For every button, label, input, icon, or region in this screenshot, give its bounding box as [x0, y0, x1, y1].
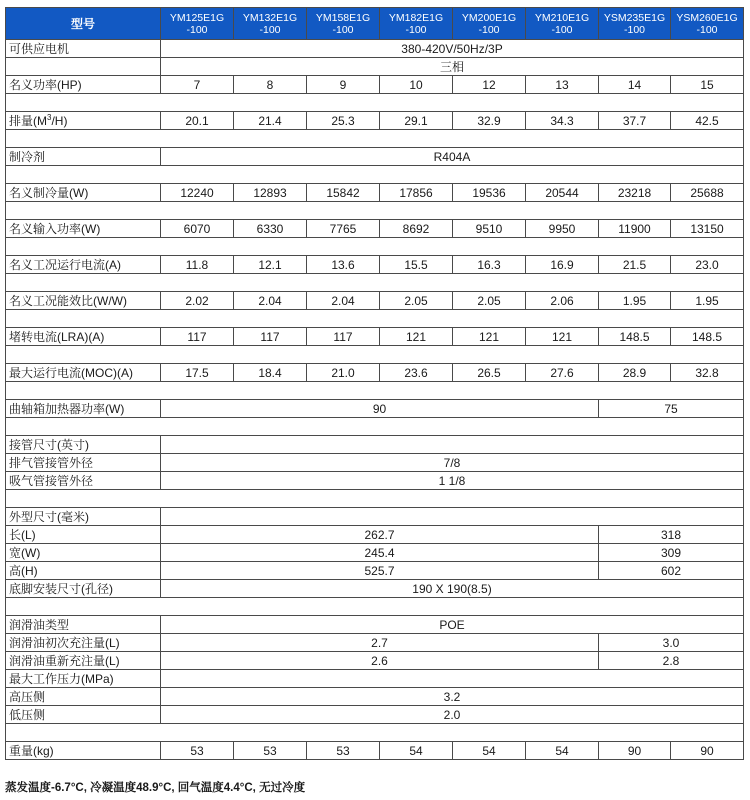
spacer-row [6, 346, 744, 364]
value-cell: 21.5 [599, 256, 671, 274]
row-label: 排气管接管外径 [6, 454, 161, 472]
row-label [6, 58, 161, 76]
value-cell: 19536 [453, 184, 526, 202]
value-cell: 21.4 [234, 112, 307, 130]
row-label: 名义制冷量(W) [6, 184, 161, 202]
row-label: 润滑油初次充注量(L) [6, 634, 161, 652]
value-cell: 75 [599, 400, 744, 418]
value-cell: 27.6 [526, 364, 599, 382]
value-cell: 16.9 [526, 256, 599, 274]
value-cell: 17856 [380, 184, 453, 202]
model-name-line: YSM235E1G [603, 11, 666, 24]
value-cell: 602 [599, 562, 744, 580]
value-cell: 20.1 [161, 112, 234, 130]
spec-row [6, 40, 744, 58]
spacer-cell [6, 490, 744, 508]
value-cell: 6330 [234, 220, 307, 238]
header-label: 型号 [6, 8, 161, 40]
value-cell: 12893 [234, 184, 307, 202]
value-cell: 190 X 190(8.5) [161, 580, 744, 598]
model-name-line: -100 [186, 23, 208, 36]
value-cell: 28.9 [599, 364, 671, 382]
row-label: 高压侧 [6, 688, 161, 706]
value-cell: 11900 [599, 220, 671, 238]
value-cell: 9510 [453, 220, 526, 238]
spec-row [6, 706, 744, 724]
value-cell: 8 [234, 76, 307, 94]
spec-row [6, 472, 744, 490]
spec-row [6, 256, 744, 274]
value-cell: 9950 [526, 220, 599, 238]
header-row [6, 8, 744, 40]
spacer-row [6, 382, 744, 400]
row-label: 名义输入功率(W) [6, 220, 161, 238]
model-name-line: -100 [478, 23, 500, 36]
value-cell: 53 [234, 742, 307, 760]
spec-table [5, 7, 744, 760]
value-cell: 53 [307, 742, 380, 760]
value-cell: 7765 [307, 220, 380, 238]
value-cell: 2.8 [599, 652, 744, 670]
value-cell: 1.95 [599, 292, 671, 310]
value-cell: 2.6 [161, 652, 599, 670]
spec-row [6, 616, 744, 634]
spacer-cell [6, 274, 744, 292]
row-label-superscript: 3 [47, 113, 52, 122]
value-cell: 309 [599, 544, 744, 562]
model-header-1 [161, 8, 234, 40]
value-cell: 54 [380, 742, 453, 760]
spec-row [6, 328, 744, 346]
spec-row [6, 526, 744, 544]
value-cell: 3.0 [599, 634, 744, 652]
spacer-cell [6, 598, 744, 616]
model-header-3 [307, 8, 380, 40]
value-cell: 12 [453, 76, 526, 94]
spec-row [6, 688, 744, 706]
footnote: 蒸发温度-6.7°C, 冷凝温度48.9°C, 回气温度4.4°C, 无过冷度 [5, 782, 306, 794]
value-cell: 26.5 [453, 364, 526, 382]
value-cell: 2.06 [526, 292, 599, 310]
spec-row [6, 436, 744, 454]
row-label [6, 112, 161, 130]
spec-row [6, 562, 744, 580]
value-cell: 148.5 [671, 328, 744, 346]
model-name-line: YM182E1G [388, 11, 444, 24]
row-label: 名义工况能效比(W/W) [6, 292, 161, 310]
model-header-5 [453, 8, 526, 40]
spec-row [6, 292, 744, 310]
spacer-row [6, 310, 744, 328]
spacer-row [6, 490, 744, 508]
value-cell: 148.5 [599, 328, 671, 346]
row-label: 制冷剂 [6, 148, 161, 166]
spec-row [6, 544, 744, 562]
spacer-row [6, 202, 744, 220]
value-cell: 380-420V/50Hz/3P [161, 40, 744, 58]
value-cell: 245.4 [161, 544, 599, 562]
row-label: 高(H) [6, 562, 161, 580]
value-cell: 1.95 [671, 292, 744, 310]
value-cell: 9 [307, 76, 380, 94]
value-cell: 2.05 [453, 292, 526, 310]
row-label: 重量(kg) [6, 742, 161, 760]
value-cell: 20544 [526, 184, 599, 202]
row-label: 润滑油重新充注量(L) [6, 652, 161, 670]
row-label: 吸气管接管外径 [6, 472, 161, 490]
value-cell: 25.3 [307, 112, 380, 130]
spacer-row [6, 238, 744, 256]
row-label: 最大工作压力(MPa) [6, 670, 161, 688]
value-cell: 7 [161, 76, 234, 94]
row-label: 名义功率(HP) [6, 76, 161, 94]
model-header-7 [599, 8, 671, 40]
spec-row [6, 112, 744, 130]
value-cell: 262.7 [161, 526, 599, 544]
value-cell: 16.3 [453, 256, 526, 274]
value-cell: 11.8 [161, 256, 234, 274]
spacer-cell [6, 418, 744, 436]
value-cell: 2.02 [161, 292, 234, 310]
value-cell [161, 436, 744, 454]
spacer-row [6, 130, 744, 148]
model-name-line: -100 [259, 23, 281, 36]
value-cell: 32.8 [671, 364, 744, 382]
model-header-4 [380, 8, 453, 40]
row-label: 宽(W) [6, 544, 161, 562]
value-cell: 15 [671, 76, 744, 94]
value-cell: 13150 [671, 220, 744, 238]
value-cell: 三相 [161, 58, 744, 76]
model-name-line: -100 [405, 23, 427, 36]
value-cell: 90 [599, 742, 671, 760]
value-cell: 18.4 [234, 364, 307, 382]
value-cell: 117 [161, 328, 234, 346]
value-cell: 53 [161, 742, 234, 760]
spec-row [6, 220, 744, 238]
value-cell: 25688 [671, 184, 744, 202]
value-cell: 2.04 [234, 292, 307, 310]
spacer-cell [6, 94, 744, 112]
spec-row [6, 580, 744, 598]
model-name-line: -100 [696, 23, 718, 36]
value-cell: 10 [380, 76, 453, 94]
value-cell: 2.0 [161, 706, 744, 724]
value-cell: 3.2 [161, 688, 744, 706]
row-label: 低压侧 [6, 706, 161, 724]
value-cell [161, 670, 744, 688]
value-cell: 525.7 [161, 562, 599, 580]
value-cell: 15.5 [380, 256, 453, 274]
value-cell: 90 [671, 742, 744, 760]
value-cell: 42.5 [671, 112, 744, 130]
row-label: 堵转电流(LRA)(A) [6, 328, 161, 346]
row-label-text: 排量(M [9, 114, 47, 128]
spec-row [6, 76, 744, 94]
value-cell: 23.6 [380, 364, 453, 382]
value-cell [161, 508, 744, 526]
spacer-cell [6, 310, 744, 328]
spacer-row [6, 598, 744, 616]
value-cell: 54 [526, 742, 599, 760]
spec-row [6, 364, 744, 382]
model-header-8 [671, 8, 744, 40]
value-cell: R404A [161, 148, 744, 166]
value-cell: 37.7 [599, 112, 671, 130]
model-name-line: YM210E1G [534, 11, 590, 24]
spec-row [6, 184, 744, 202]
table-body [6, 40, 744, 760]
spec-row [6, 670, 744, 688]
model-name-line: -100 [623, 23, 645, 36]
spacer-row [6, 94, 744, 112]
spacer-row [6, 274, 744, 292]
model-name-line: -100 [332, 23, 354, 36]
value-cell: 13 [526, 76, 599, 94]
value-cell: 14 [599, 76, 671, 94]
value-cell: 23.0 [671, 256, 744, 274]
spec-row [6, 148, 744, 166]
spacer-cell [6, 202, 744, 220]
value-cell: 12240 [161, 184, 234, 202]
model-name-line: YM158E1G [315, 11, 371, 24]
value-cell: 54 [453, 742, 526, 760]
row-label: 曲轴箱加热器功率(W) [6, 400, 161, 418]
spec-row [6, 454, 744, 472]
value-cell: 2.04 [307, 292, 380, 310]
value-cell: 32.9 [453, 112, 526, 130]
value-cell: 117 [234, 328, 307, 346]
row-label: 名义工况运行电流(A) [6, 256, 161, 274]
model-name-line: YM200E1G [461, 11, 517, 24]
row-label-tail: /H) [51, 114, 68, 128]
value-cell: 121 [380, 328, 453, 346]
spacer-row [6, 166, 744, 184]
row-label: 长(L) [6, 526, 161, 544]
spec-row [6, 634, 744, 652]
value-cell: 12.1 [234, 256, 307, 274]
value-cell: 90 [161, 400, 599, 418]
spacer-cell [6, 166, 744, 184]
model-header-2 [234, 8, 307, 40]
row-label: 最大运行电流(MOC)(A) [6, 364, 161, 382]
spacer-cell [6, 130, 744, 148]
value-cell: 318 [599, 526, 744, 544]
model-name-line: YSM260E1G [676, 11, 738, 24]
value-cell: POE [161, 616, 744, 634]
value-cell: 7/8 [161, 454, 744, 472]
row-label: 外型尺寸(毫米) [6, 508, 161, 526]
value-cell: 1 1/8 [161, 472, 744, 490]
spec-row [6, 400, 744, 418]
spacer-cell [6, 346, 744, 364]
spacer-row [6, 418, 744, 436]
value-cell: 8692 [380, 220, 453, 238]
row-label: 润滑油类型 [6, 616, 161, 634]
value-cell: 34.3 [526, 112, 599, 130]
row-label: 接管尺寸(英寸) [6, 436, 161, 454]
spec-row [6, 58, 744, 76]
value-cell: 23218 [599, 184, 671, 202]
value-cell: 121 [453, 328, 526, 346]
value-cell: 6070 [161, 220, 234, 238]
row-label: 底脚安装尺寸(孔径) [6, 580, 161, 598]
spacer-row [6, 724, 744, 742]
spacer-cell [6, 238, 744, 256]
model-name-line: -100 [551, 23, 573, 36]
value-cell: 117 [307, 328, 380, 346]
spec-row [6, 742, 744, 760]
spec-row [6, 652, 744, 670]
model-name-line: YM132E1G [242, 11, 298, 24]
spec-row [6, 508, 744, 526]
value-cell: 121 [526, 328, 599, 346]
value-cell: 13.6 [307, 256, 380, 274]
value-cell: 2.7 [161, 634, 599, 652]
model-name-line: YM125E1G [169, 11, 225, 24]
value-cell: 21.0 [307, 364, 380, 382]
value-cell: 15842 [307, 184, 380, 202]
spacer-cell [6, 724, 744, 742]
value-cell: 17.5 [161, 364, 234, 382]
value-cell: 2.05 [380, 292, 453, 310]
spacer-cell [6, 382, 744, 400]
value-cell: 29.1 [380, 112, 453, 130]
model-header-6 [526, 8, 599, 40]
row-label: 可供应电机 [6, 40, 161, 58]
